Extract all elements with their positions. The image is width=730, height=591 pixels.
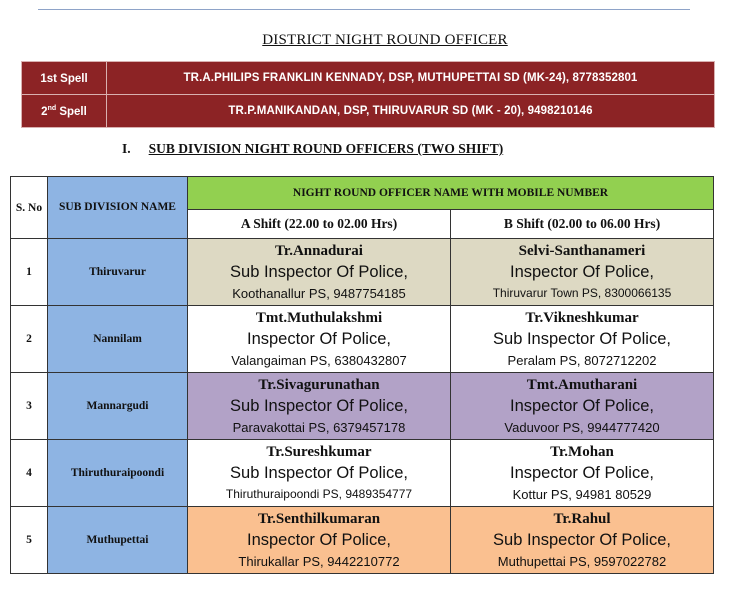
officer-designation: Sub Inspector Of Police, [493,329,671,348]
officer-station: Muthupettai PS, 9597022782 [497,553,667,569]
officer-name: Tmt.Amutharani [526,376,638,393]
officer-station: Kottur PS, 94981 80529 [512,486,652,502]
shift-b-officer [451,239,714,306]
officer-station: Koothanallur PS, 9487754185 [232,285,406,301]
table-row [11,306,714,373]
row-sno: 3 [11,373,48,440]
shift-b-officer [451,507,714,574]
officer-name: Tr.Mohan [550,443,614,460]
officer-designation: Sub Inspector Of Police, [493,530,671,549]
shift-a-officer [188,373,451,440]
officer-designation: Inspector Of Police, [510,463,654,482]
shift-a-officer [188,306,451,373]
shift-a-officer [188,440,451,507]
table-row [11,239,714,306]
top-divider-line [38,9,690,10]
row-subdivision: Thiruvarur [48,239,188,306]
officer-name: Tr.Vikneshkumar [525,309,639,326]
officer-designation: Sub Inspector Of Police, [230,262,408,281]
spell-label: 1st Spell [22,62,107,95]
officer-name: Tr.Annadurai [275,242,363,259]
row-subdivision: Mannargudi [48,373,188,440]
spell-label: 2nd Spell [22,95,107,128]
officer-name: Tr.Senthilkumaran [257,510,381,527]
district-spell-table [21,61,715,128]
page-title: DISTRICT NIGHT ROUND OFFICER [262,32,508,48]
officer-station: Thiruvarur Town PS, 8300066135 [492,285,672,300]
officer-name: Tr.Sivagurunathan [258,376,380,393]
officer-station: Paravakottai PS, 6379457178 [232,419,406,435]
officer-designation: Inspector Of Police, [247,329,391,348]
row-subdivision: Thiruthuraipoondi [48,440,188,507]
officer-station: Thirukallar PS, 9442210772 [238,553,400,569]
spell-row [22,62,715,95]
officer-designation: Inspector Of Police, [510,262,654,281]
table-row [11,440,714,507]
officer-designation: Inspector Of Police, [510,396,654,415]
shift-b-officer [451,373,714,440]
row-sno: 5 [11,507,48,574]
night-round-table [10,176,714,574]
row-sno: 2 [11,306,48,373]
officer-station: Valangaiman PS, 6380432807 [231,352,407,368]
officer-name: Tmt.Muthulakshmi [255,309,383,326]
shift-a-officer [188,507,451,574]
shift-a-header: A Shift (22.00 to 02.00 Hrs) [188,210,451,239]
officer-designation: Sub Inspector Of Police, [230,463,408,482]
officer-name: Selvi-Santhanameri [518,242,646,259]
section-title: SUB DIVISION NIGHT ROUND OFFICERS (TWO SHIFT) [148,141,504,156]
officer-designation: Inspector Of Police, [247,530,391,549]
shift-b-header: B Shift (02.00 to 06.00 Hrs) [451,210,714,239]
officer-station: Thiruthuraipoondi PS, 9489354777 [225,486,413,501]
sno-header: S. No [11,177,48,239]
officer-station: Vaduvoor PS, 9944777420 [504,419,660,435]
shift-b-officer [451,306,714,373]
table-row [11,507,714,574]
officer-station: Peralam PS, 8072712202 [507,352,657,368]
row-sno: 4 [11,440,48,507]
spell-officer: TR.P.MANIKANDAN, DSP, THIRUVARUR SD (MK - 20), 9498210146 [107,95,715,128]
spell-row [22,95,715,128]
officer-group-header: NIGHT ROUND OFFICER NAME WITH MOBILE NUMBER [188,177,714,210]
officer-name: Tr.Sureshkumar [266,443,372,460]
row-sno: 1 [11,239,48,306]
shift-a-officer [188,239,451,306]
spell-officer: TR.A.PHILIPS FRANKLIN KENNADY, DSP, MUTHUPETTAI SD (MK-24), 8778352801 [107,62,715,95]
section-number: I. [122,141,131,156]
table-header-row [11,177,714,210]
subdivision-header: SUB DIVISION NAME [48,177,188,239]
table-row [11,373,714,440]
shift-b-officer [451,440,714,507]
officer-designation: Sub Inspector Of Police, [230,396,408,415]
row-subdivision: Nannilam [48,306,188,373]
row-subdivision: Muthupettai [48,507,188,574]
section-heading [122,141,503,157]
officer-name: Tr.Rahul [553,510,611,527]
